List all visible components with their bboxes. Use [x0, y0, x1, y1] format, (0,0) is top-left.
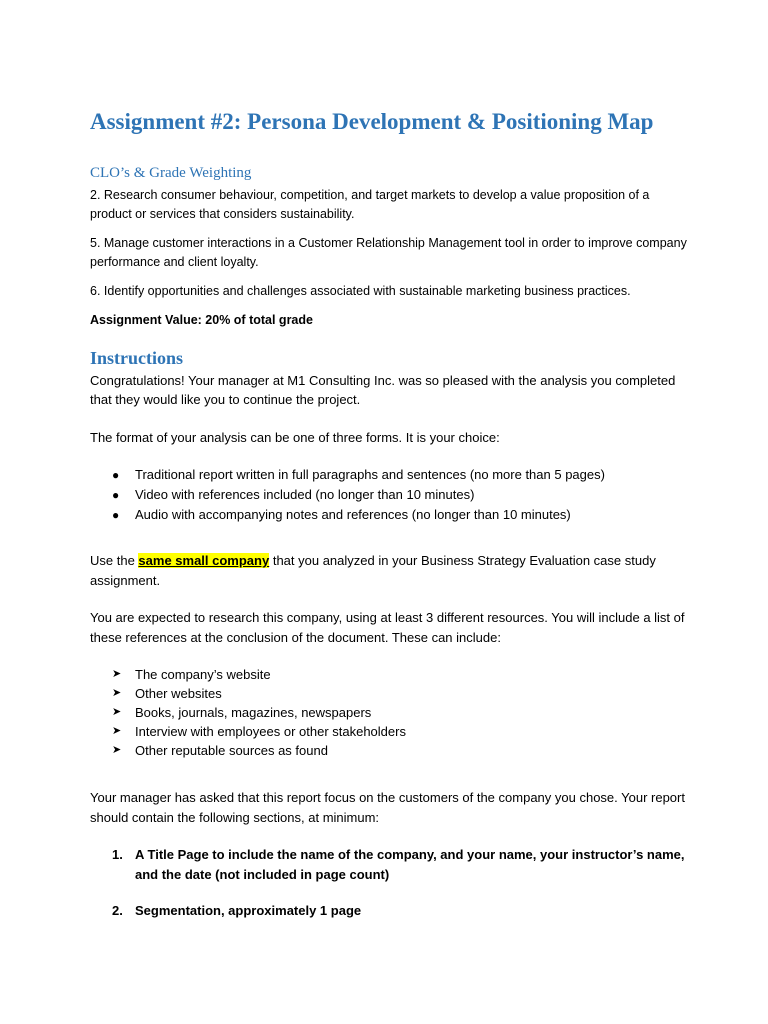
- arrow-bullet-icon: ➤: [112, 725, 122, 738]
- format-text: Audio with accompanying notes and references (no longer than 10 minutes): [135, 507, 571, 523]
- resource-text: Books, journals, magazines, newspapers: [135, 705, 372, 721]
- resource-list-item: [90, 665, 690, 684]
- clo-heading: CLO’s & Grade Weighting: [90, 164, 252, 181]
- format-text: Traditional report written in full paragraphs and sentences (no more than 5 pages): [135, 467, 605, 483]
- resource-list-item: [90, 722, 690, 741]
- format-intro-paragraph: The format of your analysis can be one of three forms. It is your choice:: [90, 429, 500, 445]
- format-list-item: [90, 505, 690, 525]
- resource-text: Other reputable sources as found: [135, 743, 328, 759]
- sections-list: [90, 845, 690, 921]
- bullet-icon: ●: [112, 508, 120, 523]
- resource-list-item: [90, 684, 690, 703]
- arrow-bullet-icon: ➤: [112, 687, 122, 700]
- document-page: [90, 108, 690, 938]
- bullet-icon: ●: [112, 468, 120, 483]
- resource-text: The company’s website: [135, 667, 271, 683]
- resource-list-item: [90, 741, 690, 760]
- company-text-pre: Use the: [90, 553, 139, 569]
- bullet-icon: ●: [112, 488, 120, 503]
- section-list-item: [90, 845, 690, 884]
- arrow-bullet-icon: ➤: [112, 668, 122, 681]
- research-paragraph: You are expected to research this company, using at least 3 different resources. You will include a list of these references at the conclusion of the document. These can include:: [90, 610, 685, 645]
- arrow-bullet-icon: ➤: [112, 744, 122, 757]
- report-intro-paragraph: Your manager has asked that this report focus on the customers of the company you chose. Your report should contain the following sections, at minimum:: [90, 790, 685, 825]
- format-list-item: [90, 485, 690, 505]
- resource-text: Interview with employees or other stakeholders: [135, 724, 406, 740]
- instructions-heading: Instructions: [90, 347, 184, 368]
- section-text: A Title Page to include the name of the company, and your name, your instructor’s name, and the date (not included in page count): [135, 847, 685, 882]
- clo-item: 5. Manage customer interactions in a Customer Relationship Management tool in order to improve company performance and client loyalty.: [90, 235, 687, 269]
- intro-paragraph: Congratulations! Your manager at M1 Consulting Inc. was so pleased with the analysis you completed that they would like you to continue the project.: [90, 372, 676, 408]
- section-number: 1.: [112, 847, 123, 863]
- company-highlight: same small company: [138, 553, 270, 569]
- format-list-item: [90, 465, 690, 485]
- format-list: [90, 465, 690, 525]
- section-list-item: [90, 901, 690, 921]
- document-title: Assignment #2: Persona Development & Positioning Map: [90, 109, 654, 134]
- format-text: Video with references included (no longer than 10 minutes): [135, 487, 475, 503]
- section-number: 2.: [112, 903, 123, 919]
- company-text-post: that you analyzed in your Business Strategy Evaluation case study assignment.: [90, 553, 656, 588]
- resource-list-item: [90, 703, 690, 722]
- company-paragraph: [90, 551, 690, 590]
- assignment-value: Assignment Value: 20% of total grade: [90, 312, 313, 327]
- arrow-bullet-icon: ➤: [112, 706, 122, 719]
- clo-item: 6. Identify opportunities and challenges associated with sustainable marketing business practices.: [90, 283, 631, 298]
- clo-item: 2. Research consumer behaviour, competition, and target markets to develop a value proposition of a product or services that considers sustainability.: [90, 187, 650, 221]
- section-text: Segmentation, approximately 1 page: [135, 903, 362, 919]
- resource-text: Other websites: [135, 686, 222, 702]
- resources-list: [90, 665, 690, 760]
